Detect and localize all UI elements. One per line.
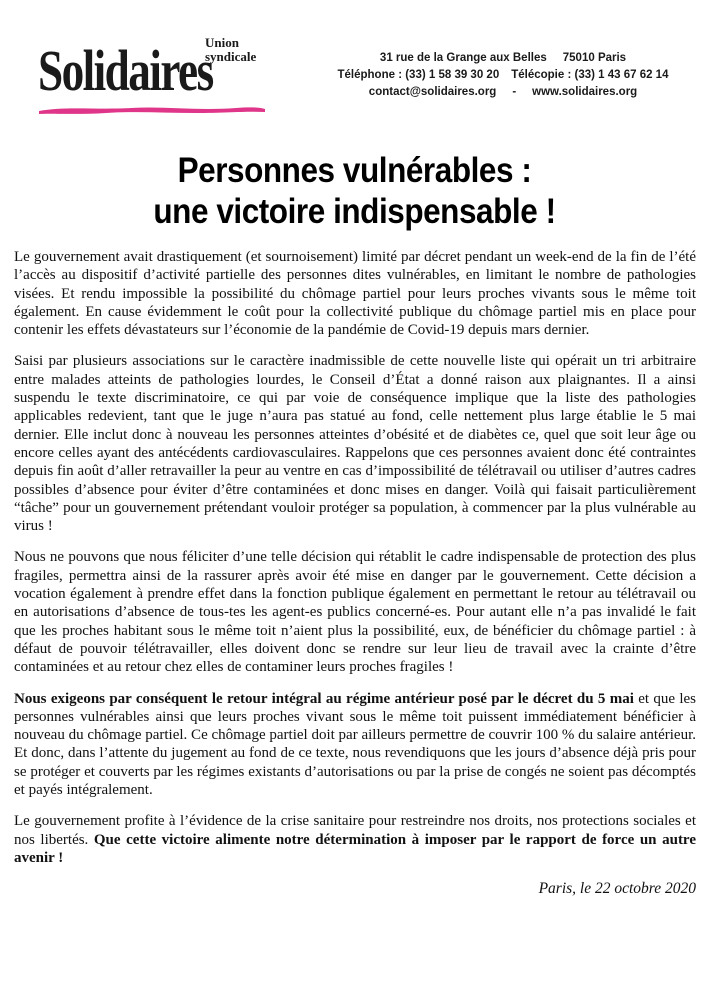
document-body bbox=[14, 248, 696, 899]
paragraph-4-demand-bold: Nous exigeons par conséquent le retour intégral au régime antérieur posé par le décret du 5 mai bbox=[14, 690, 634, 707]
paragraph-5 bbox=[14, 812, 696, 867]
logo-underline-path bbox=[39, 107, 265, 114]
paragraph-3: Nous ne pouvons que nous féliciter d’une telle décision qui rétablit le cadre indispensable de protection des plus fragiles, permettra ainsi de la rassurer après avoir été mise en danger par le gouvernement. Cette décision a vocation également à prendre effet dans la fonction publique également en permettant le retour au télétravail ou en autorisations d’absence de tous-tes les agent-es publics concerné-es. Pour autant elle n’a pas invalidé le fait que les proches habitant sous le même toit n’aient plus la possibilité, eux, de bénéficier du chômage partiel : à défaut de pouvoir télétravailler, elles doivent donc se rendre sur leur lieu de travail avec la crainte d’être contaminées et au retour chez elles de contaminer leurs proches fragiles ! bbox=[14, 549, 696, 676]
phone-line bbox=[307, 67, 699, 84]
fax-number: Télécopie : (33) 1 43 67 62 14 bbox=[511, 69, 669, 81]
address-city: 75010 Paris bbox=[562, 52, 627, 64]
phone-number: Téléphone : (33) 1 58 39 30 20 bbox=[337, 69, 500, 81]
address-street: 31 rue de la Grange aux Belles bbox=[379, 52, 547, 64]
paragraph-5-slogan-bold: Que cette victoire alimente notre détermination à imposer par le rapport de force un autre avenir ! bbox=[14, 831, 696, 866]
paragraph-4 bbox=[14, 690, 696, 800]
logo-underline-brush bbox=[36, 102, 268, 116]
dateline: Paris, le 22 octobre 2020 bbox=[538, 880, 696, 898]
page-title-line1: Personnes vulnérables : bbox=[177, 151, 532, 190]
website-url: www.solidaires.org bbox=[532, 86, 638, 98]
logo-wordmark: Solidaires bbox=[38, 38, 213, 103]
web-line bbox=[307, 84, 699, 101]
solidaires-logo bbox=[38, 28, 273, 120]
contact-email: contact@solidaires.org bbox=[368, 86, 497, 98]
paragraph-4-rest: et que les personnes vulnérables ainsi que leurs proches vivant sous le même toit puissent immédiatement bénéficier à nouveau du chômage partiel. Ce chômage partiel doit par ailleurs permettre de couvrir 100 % du salaire antérieur. Et donc, dans l’attente du jugement au fond de ce texte, nous revendiquons que les jours d’absence déjà pris pour se protéger et couverts par les régimes existants d’autorisations ou par la prise de congés ne soient pas décomptés et payés intégralement. bbox=[14, 690, 696, 799]
logo-tagline-line2: syndicale bbox=[205, 49, 257, 64]
paragraph-1: Le gouvernement avait drastiquement (et sournoisement) limité par décret pendant un week-end de la fin de l’été l’accès au dispositif d’activité partielle des personnes dites vulnérables, en limitant le nombre de pathologies visées. Et rendu impossible la possibilité du chômage partiel pour leurs proches vivants sous le même toit également. En cause évidemment le coût pour la collectivité publique du chômage partiel mis en place pour contenir les effets dévastateurs sur l’économie de la pandémie de Covid-19 depuis mars dernier. bbox=[14, 249, 696, 339]
logo-tagline-line1: Union bbox=[205, 35, 239, 50]
contact-block bbox=[307, 50, 699, 101]
paragraph-2: Saisi par plusieurs associations sur le caractère inadmissible de cette nouvelle liste qui opérait un tri arbitraire entre malades atteints de pathologies lourdes, le Conseil d’État a donné raison aux plaignantes. Il a ainsi suspendu le texte discriminatoire, ce qui par voie de conséquence implique que la liste des pathologies applicables redevient, tant que le juge n’aura pas statué au fond, celle nettement plus large établie le 5 mai dernier. Elle inclut donc à nouveau les personnes atteintes d’obésité et de diabètes ce, quel que soit leur âge ou encore celles ayant des antécédents cardiovasculaires. Rappelons que ces personnes avaient donc été contraintes depuis fin août d’aller retravailler la peur au ventre en cas d’impossibilité de télétravail ou utiliser d’autres cadres possibles d’absence pour éviter d’être contaminées et donc mises en danger. Voilà qui faisait particulièrement “tâche” pour un gouvernement prétendant vouloir protéger sa population, à commencer par la plus vulnérable au virus ! bbox=[14, 353, 696, 535]
page-title bbox=[0, 150, 709, 232]
address-line bbox=[307, 50, 699, 67]
separator-dash: - bbox=[512, 86, 517, 98]
page-title-line2: une victoire indispensable ! bbox=[153, 192, 556, 231]
paragraph-5-start: Le gouvernement profite à l’évidence de la crise sanitaire pour restreindre nos droits, nos protections sociales et nos libertés. bbox=[14, 813, 696, 848]
